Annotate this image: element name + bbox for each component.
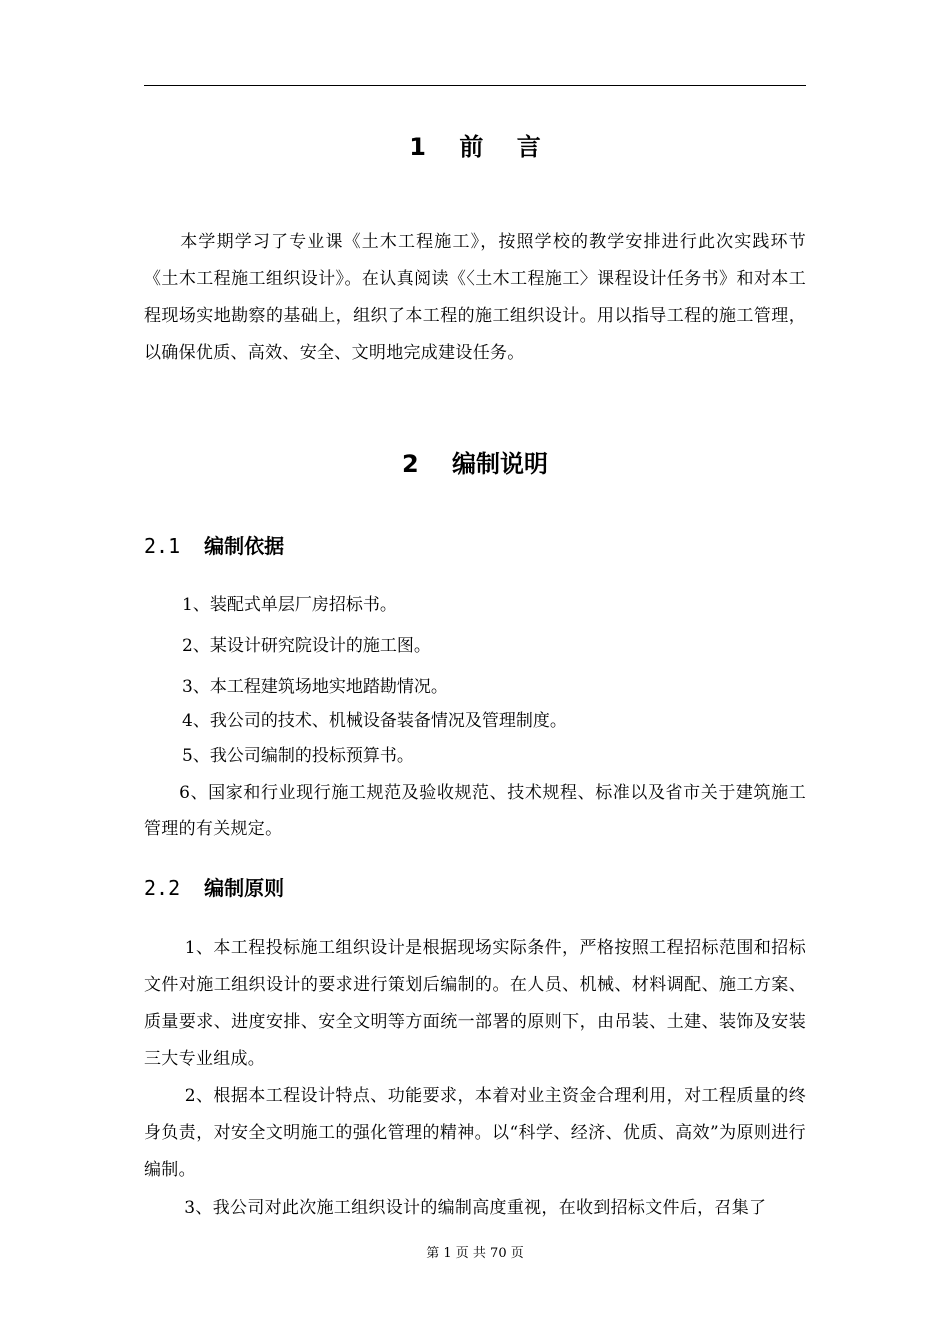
chapter-2-title: 2 编制说明 xyxy=(401,450,549,478)
basis-item: 3、本工程建筑场地实地踏勘情况。 xyxy=(182,677,448,697)
basis-item: 6、国家和行业现行施工规范及验收规范、技术规程、标准以及省市关于建筑施工管理的有关规定。 xyxy=(144,783,806,839)
section-number: 2.2 xyxy=(144,876,181,900)
basis-item: 5、我公司编制的投标预算书。 xyxy=(182,746,414,766)
basis-item: 4、我公司的技术、机械设备装备情况及管理制度。 xyxy=(182,711,567,731)
section-title-text: 编制原则 xyxy=(204,876,285,900)
section-number: 2.1 xyxy=(144,534,181,558)
header-rule xyxy=(144,85,806,86)
principle-paragraph: 3、我公司对此次施工组织设计的编制高度重视，在收到招标文件后，召集了 xyxy=(144,1198,767,1218)
principle-paragraph: 2、根据本工程设计特点、功能要求，本着对业主资金合理利用，对工程质量的终身负责，对安全文明施工的强化管理的精神。以“科学、经济、优质、高效”为原则进行编制。 xyxy=(144,1086,806,1180)
section-2-2-heading xyxy=(144,875,284,901)
basis-item: 1、装配式单层厂房招标书。 xyxy=(182,595,397,615)
principle-paragraph: 1、本工程投标施工组织设计是根据现场实际条件，严格按照工程招标范围和招标文件对施工组织设计的要求进行策划后编制的。在人员、机械、材料调配、施工方案、质量要求、进度安排、安全文明等方面统一部署的原则下，由吊装、土建、装饰及安装三大专业组成。 xyxy=(144,938,806,1069)
page-footer: 第 1 页 共 70 页 xyxy=(426,1246,524,1261)
section-title-text: 编制依据 xyxy=(204,534,285,558)
basis-item: 2、某设计研究院设计的施工图。 xyxy=(182,636,431,656)
section-2-1-heading xyxy=(144,533,284,559)
chapter-1-title: 1 前 言 xyxy=(409,133,541,161)
preface-paragraph: 本学期学习了专业课《土木工程施工》，按照学校的教学安排进行此次实践环节《土木工程施工组织设计》。在认真阅读《〈土木工程施工〉课程设计任务书》和对本工程现场实地勘察的基础上，组织了本工程的施工组织设计。用以指导工程的施工管理，以确保优质、高效、安全、文明地完成建设任务。 xyxy=(144,232,806,363)
